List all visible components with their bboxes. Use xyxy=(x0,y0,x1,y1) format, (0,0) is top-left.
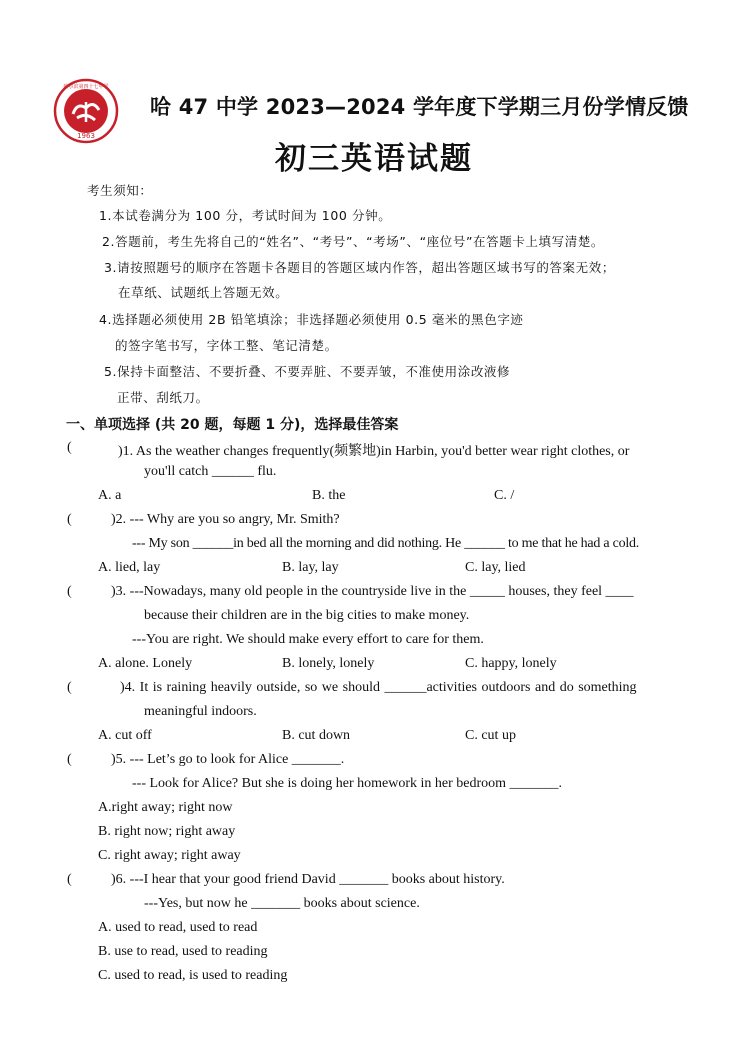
q6-line2: ---Yes, but now he _______ books about science. xyxy=(144,896,420,911)
q4-line2: meaningful indoors. xyxy=(144,704,257,719)
q3-option-b: B. lonely, lonely xyxy=(282,656,375,671)
q1-option-b: B. the xyxy=(312,488,346,503)
q1-option-c: C. / xyxy=(494,488,515,503)
notice-line-5b: 正带、刮纸刀。 xyxy=(117,390,209,405)
q6-option-a: A. used to read, used to read xyxy=(98,920,258,935)
q4-option-c: C. cut up xyxy=(465,728,516,743)
logo-school-text: 哈尔滨第四十七中学 xyxy=(63,84,109,90)
section-heading: 一、单项选择 (共 20 题，每题 1 分)，选择最佳答案 xyxy=(66,417,399,433)
notice-line-5: 5.保持卡面整洁、不要折叠、不要弄脏、不要弄皱，不准使用涂改液修 xyxy=(104,364,511,379)
q2-option-b: B. lay, lay xyxy=(282,560,339,575)
school-logo-icon xyxy=(53,78,119,144)
logo-year: 1963 xyxy=(77,132,95,140)
q1-line1: )1. As the weather changes frequently(频繁地)in Harbin, you'd better wear right clothes, or xyxy=(118,444,630,459)
exam-title: 哈 47 中学 2023—2024 学年度下学期三月份学情反馈 xyxy=(150,95,689,119)
q1-line2: you'll catch ______ flu. xyxy=(144,464,277,479)
answer-paren: ( xyxy=(67,680,72,695)
q3-option-a: A. alone. Lonely xyxy=(98,656,193,671)
q3-line2: because their children are in the big cities to make money. xyxy=(144,608,470,623)
q4-option-b: B. cut down xyxy=(282,728,351,743)
answer-paren: ( xyxy=(67,440,72,455)
q5-option-c: C. right away; right away xyxy=(98,848,241,863)
notice-line-4: 4.选择题必须使用 2B 铅笔填涂；非选择题必须使用 0.5 毫米的黑色字迹 xyxy=(99,312,524,327)
answer-paren: ( xyxy=(67,752,72,767)
notice-line-4b: 的签字笔书写，字体工整、笔记清楚。 xyxy=(115,338,338,353)
notice-heading: 考生须知： xyxy=(87,183,153,198)
notice-line-1: 1.本试卷满分为 100 分，考试时间为 100 分钟。 xyxy=(99,208,392,223)
notice-line-3b: 在草纸、试题纸上答题无效。 xyxy=(118,285,289,300)
q6-line1: )6. ---I hear that your good friend David _______ books about history. xyxy=(111,872,505,887)
notice-line-2: 2.答题前，考生先将自己的“姓名”、“考号”、“考场”、“座位号”在答题卡上填写清楚。 xyxy=(102,234,605,249)
q3-line3: ---You are right. We should make every effort to care for them. xyxy=(132,632,484,647)
q3-line1: )3. ---Nowadays, many old people in the countryside live in the _____ houses, they feel ____ xyxy=(111,584,634,599)
answer-paren: ( xyxy=(67,584,72,599)
answer-paren: ( xyxy=(67,872,72,887)
q5-line2: --- Look for Alice? But she is doing her homework in her bedroom _______. xyxy=(132,776,563,791)
q2-line1: )2. --- Why are you so angry, Mr. Smith? xyxy=(111,512,340,527)
q5-option-a: A.right away; right now xyxy=(98,800,233,815)
q2-line2: --- My son ______in bed all the morning and did nothing. He ______ to me that he had a cold. xyxy=(132,536,639,551)
q1-option-a: A. a xyxy=(98,488,122,503)
q4-line1: )4. It is raining heavily outside, so we should ______activities outdoors and do something xyxy=(120,680,637,695)
q3-option-c: C. happy, lonely xyxy=(465,656,557,671)
notice-line-3: 3.请按照题号的顺序在答题卡各题目的答题区域内作答，超出答题区域书写的答案无效； xyxy=(104,260,615,275)
q6-option-b: B. use to read, used to reading xyxy=(98,944,268,959)
q2-option-c: C. lay, lied xyxy=(465,560,526,575)
school-logo xyxy=(53,78,119,144)
q6-option-c: C. used to read, is used to reading xyxy=(98,968,288,983)
q5-line1: )5. --- Let’s go to look for Alice _______. xyxy=(111,752,345,767)
answer-paren: ( xyxy=(67,512,72,527)
q4-option-a: A. cut off xyxy=(98,728,152,743)
exam-subtitle: 初三英语试题 xyxy=(275,141,473,177)
q2-option-a: A. lied, lay xyxy=(98,560,161,575)
q5-option-b: B. right now; right away xyxy=(98,824,236,839)
